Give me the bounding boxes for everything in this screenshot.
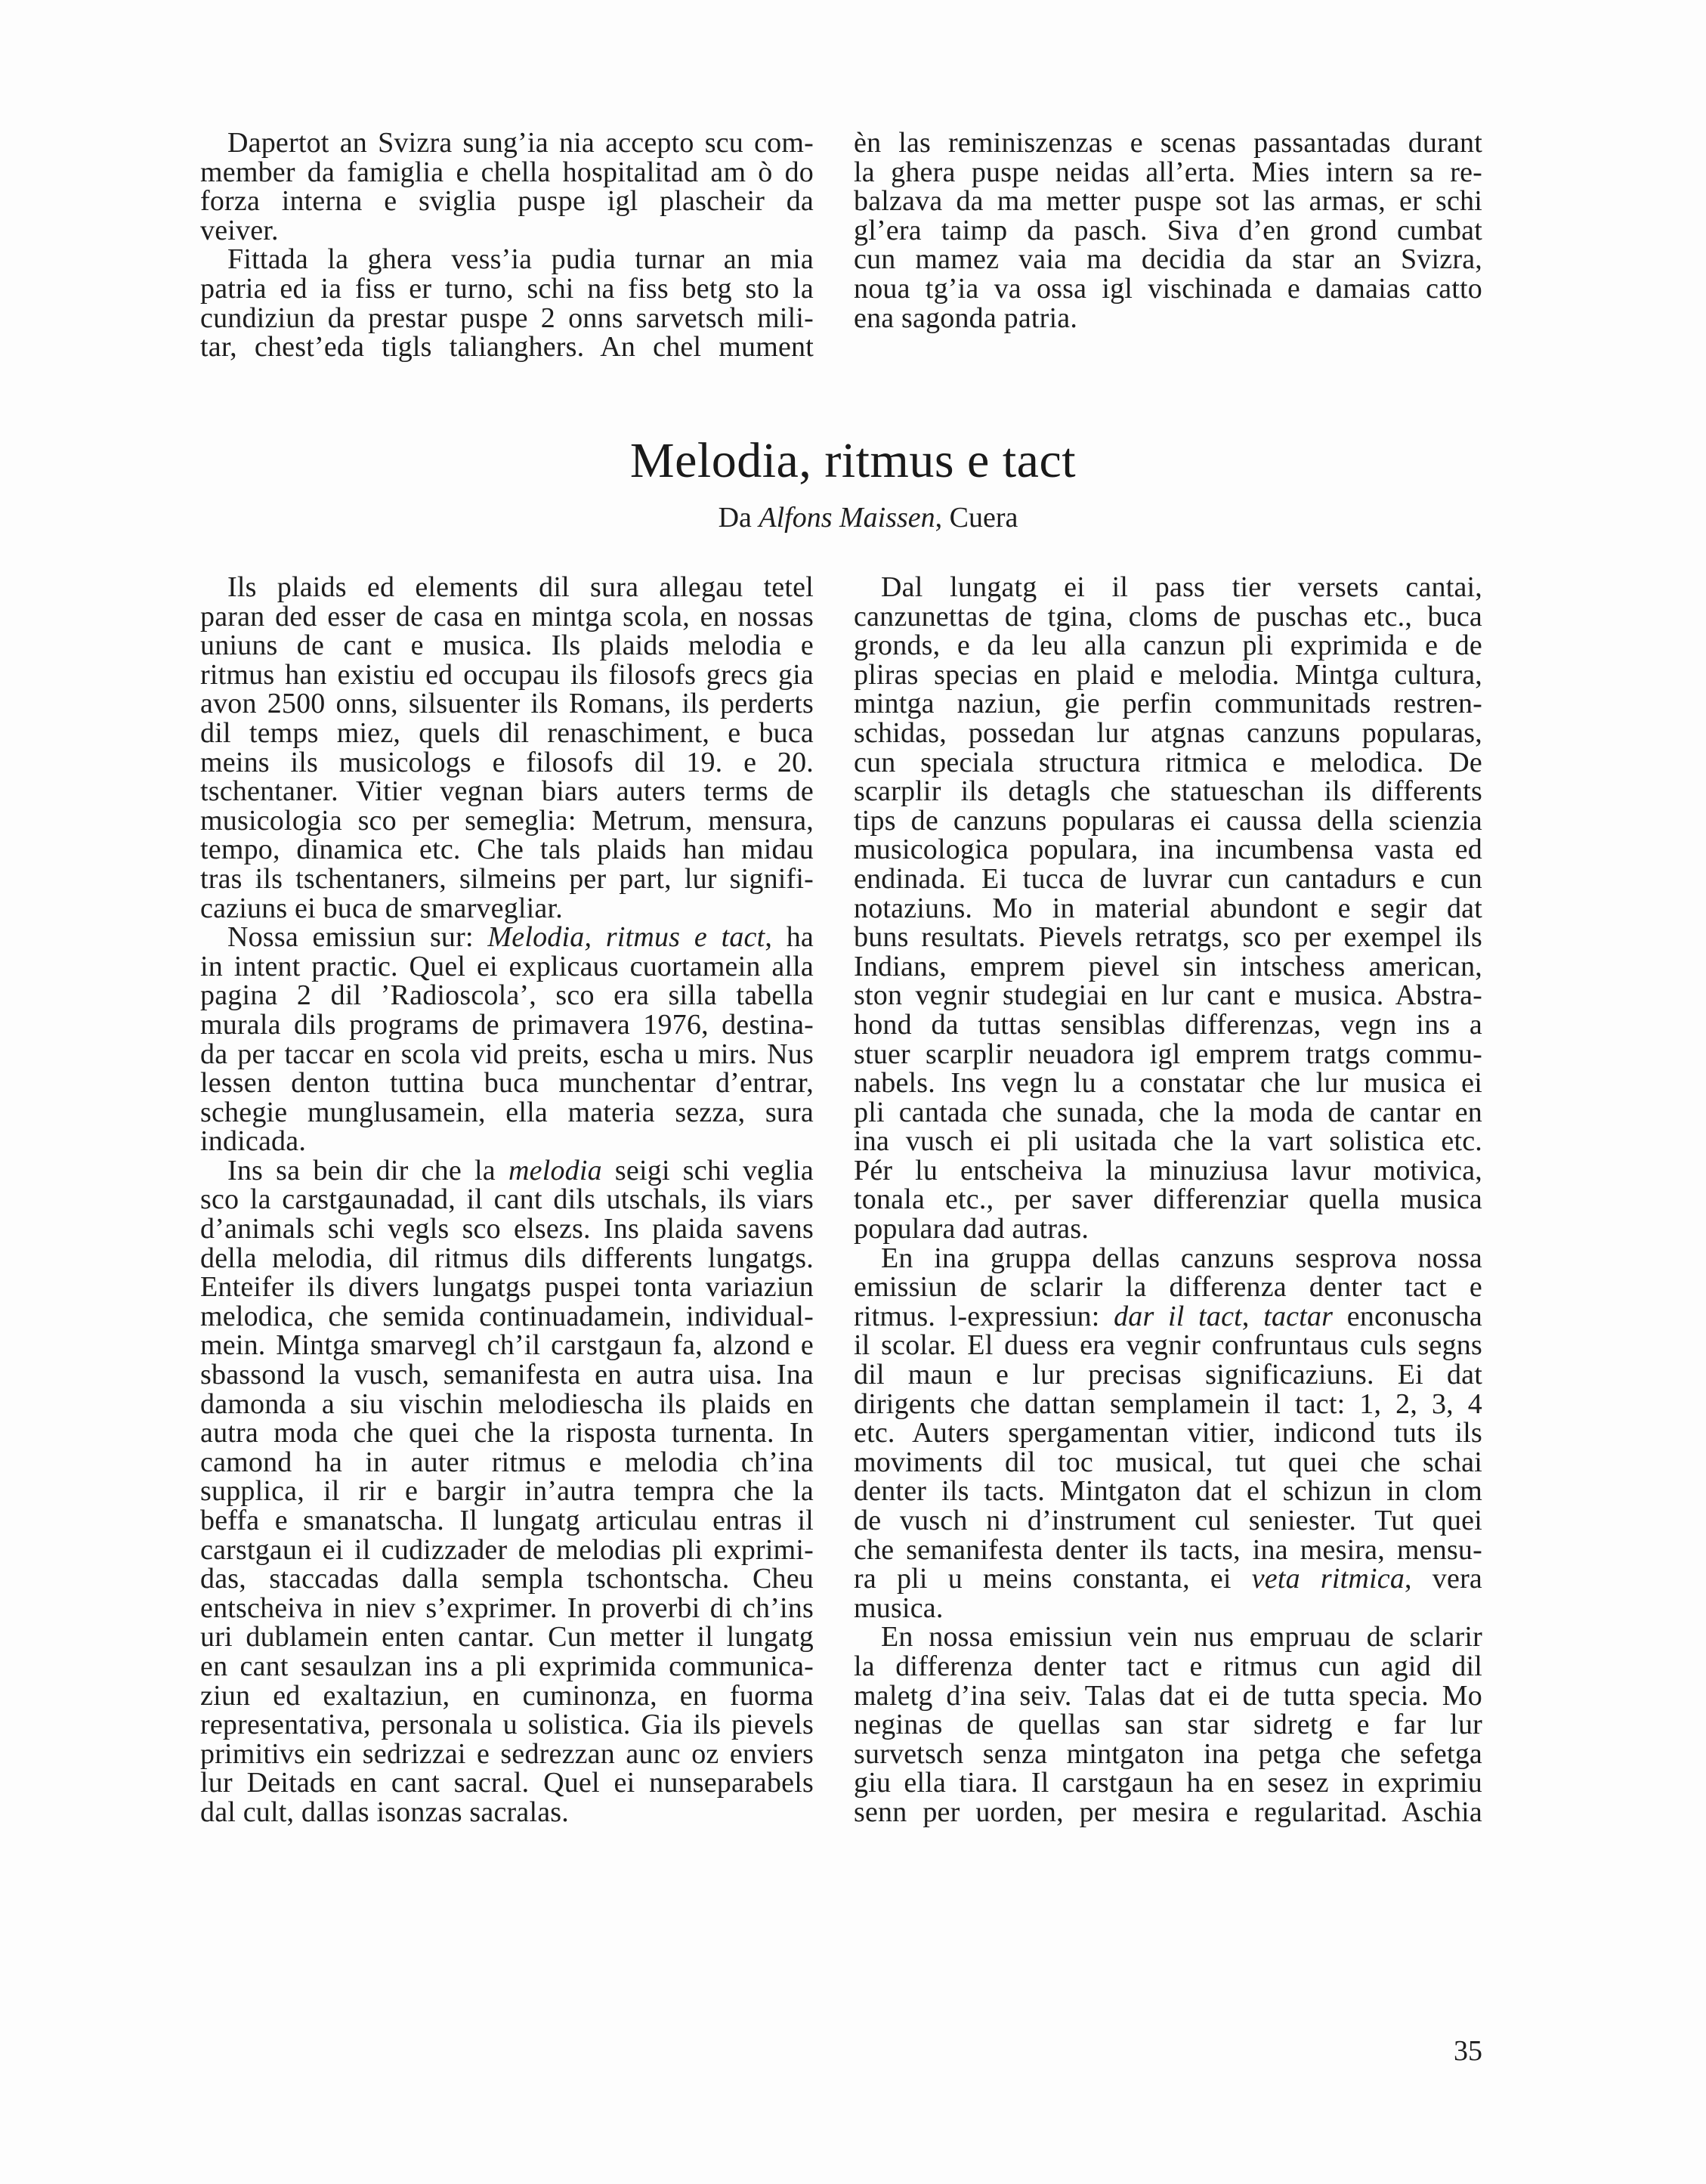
line-text: , ha bbox=[765, 921, 814, 954]
text-line bbox=[200, 923, 814, 952]
text-line: Ils plaids ed elements dil sura allegau tetel bbox=[227, 571, 814, 603]
text-line: cun speciala structura ritmica e melodica. De bbox=[854, 746, 1482, 778]
line-text: ra pli u meins constanta, ei bbox=[854, 1563, 1252, 1595]
byline-location: , Cuera bbox=[935, 502, 1018, 534]
line-text: seigi schi veglia bbox=[601, 1154, 814, 1186]
text-line: caziuns ei buca de smarvegliar. bbox=[200, 892, 563, 924]
text-line: damonda a siu vischin melodiescha ils plaids en bbox=[200, 1387, 814, 1420]
text-line: populara dad autras. bbox=[854, 1213, 1089, 1245]
text-line: mein. Mintga smarvegl ch’il carstgaun fa, alzond e bbox=[200, 1329, 814, 1362]
text-line: ziun ed exaltaziun, en cuminonza, en fuorma bbox=[200, 1679, 814, 1712]
text-line: survetsch senza mintgaton ina petga che sefetga bbox=[854, 1737, 1482, 1770]
text-line: Enteifer ils divers lungatgs puspei tonta variaziun bbox=[200, 1271, 814, 1304]
previous-article-right-column bbox=[854, 128, 1482, 333]
previous-article-left-column bbox=[200, 128, 814, 362]
text-line bbox=[854, 1564, 1482, 1594]
emphasis-text: melodia bbox=[508, 1154, 602, 1186]
text-line: la differenza denter tact e ritmus cun agid dil bbox=[854, 1650, 1482, 1682]
text-line: tips de canzuns popularas ei caussa della scienzia bbox=[854, 804, 1482, 837]
text-line: musica. bbox=[854, 1592, 944, 1624]
article-right-column bbox=[854, 573, 1482, 1827]
text-line: patria ed ia fiss er turno, schi na fiss betg sto la bbox=[200, 272, 814, 305]
text-line: das, staccadas dalla sempla tschontscha. Cheu bbox=[200, 1563, 814, 1595]
text-line: hond da tuttas sensiblas differenzas, vegn ins a bbox=[854, 1008, 1482, 1041]
text-line: primitivs ein sedrizzai e sedrezzan aunc oz enviers bbox=[200, 1737, 814, 1770]
text-line: uri dublamein enten cantar. Cun metter il lungatg bbox=[200, 1621, 814, 1653]
text-line bbox=[854, 1302, 1482, 1332]
byline-prefix: Da bbox=[718, 502, 752, 534]
text-line: scarplir ils detagls che statueschan ils differents bbox=[854, 775, 1482, 808]
text-line: veiver. bbox=[200, 214, 279, 246]
text-line: mintga naziun, gie perfin communitads restren- bbox=[854, 688, 1482, 720]
text-line: Dapertot an Svizra sung’ia nia accepto scu com- bbox=[227, 127, 814, 159]
text-line: pli cantada che sunada, che la moda de cantar en bbox=[854, 1096, 1482, 1128]
text-line: della melodia, dil ritmus dils differents lungatgs. bbox=[200, 1242, 814, 1274]
text-line: beffa e smanatscha. Il lungatg articulau entras il bbox=[200, 1505, 814, 1536]
line-text: enconuscha bbox=[1333, 1300, 1482, 1332]
text-line: denter ils tacts. Mintgaton dat el schizun in clom bbox=[854, 1475, 1482, 1508]
line-text: Nossa emissiun sur: bbox=[227, 921, 488, 954]
text-line: neginas de quellas san star sidretg e far lur bbox=[854, 1709, 1482, 1741]
text-line: sbassond la vusch, semanifesta en autra uisa. Ina bbox=[200, 1359, 814, 1391]
text-line: che semanifesta denter ils tacts, ina mesira, mensu- bbox=[854, 1533, 1482, 1566]
text-line: tras ils tschentaners, silmeins per part, lur signifi- bbox=[200, 862, 814, 895]
text-line: senn per uorden, per mesira e regularitad. Aschia bbox=[854, 1796, 1482, 1828]
text-line: forza interna e sviglia puspe igl plascheir da bbox=[200, 185, 814, 218]
text-line: representativa, personala u solistica. Gia ils pievels bbox=[200, 1709, 814, 1741]
text-line: camond ha in auter ritmus e melodia ch’ina bbox=[200, 1446, 814, 1478]
text-line: musicologia sco per semeglia: Metrum, mensura, bbox=[200, 804, 814, 837]
line-text: , bbox=[1241, 1300, 1264, 1332]
text-line: Fittada la ghera vess’ia pudia turnar an mia bbox=[227, 243, 814, 276]
article-title: Melodia, ritmus e tact bbox=[629, 433, 1077, 488]
emphasis-text: tactar bbox=[1263, 1300, 1334, 1332]
text-line: tar, chest’eda tigls talianghers. An chel mument bbox=[200, 331, 814, 363]
text-line: tonala etc., per saver differenziar quella musica bbox=[854, 1183, 1482, 1216]
page-number: 35 bbox=[1454, 2035, 1482, 2067]
text-line: member da famiglia e chella hospitalitad am ò do bbox=[200, 156, 814, 188]
line-text: Ins sa bein dir che la bbox=[227, 1154, 508, 1186]
text-line: stuer scarplir neuadora igl emprem tratgs commu- bbox=[854, 1038, 1482, 1070]
text-line: etc. Auters spergamentan vitier, indicond tuts ils bbox=[854, 1417, 1482, 1449]
text-line: moviments dil toc musical, tut quei che schai bbox=[854, 1446, 1482, 1478]
text-line: schegie munglusamein, ella materia sezza, sura bbox=[200, 1096, 814, 1128]
emphasis-text: Melodia, ritmus e tact bbox=[487, 921, 765, 954]
text-line: da per taccar en scola vid preits, escha u mirs. Nus bbox=[200, 1038, 814, 1070]
text-line: gl’era taimp da pasch. Siva d’en grond cumbat bbox=[854, 214, 1482, 246]
text-line: en cant sesaulzan ins a pli exprimida communica- bbox=[200, 1650, 814, 1682]
text-line: Indians, emprem pievel sin intschess american, bbox=[854, 950, 1482, 982]
text-line: Pér lu entscheiva la minuziusa lavur motivica, bbox=[854, 1154, 1482, 1186]
text-line: maletg d’ina seiv. Talas dat ei de tutta specia. Mo bbox=[854, 1679, 1482, 1712]
text-line: schidas, possedan lur atgnas canzuns popularas, bbox=[854, 716, 1482, 749]
line-text: ritmus. l-expressiun: bbox=[854, 1300, 1114, 1332]
text-line: dil maun e lur precisas significaziuns. Ei dat bbox=[854, 1359, 1482, 1391]
text-line: lessen denton tuttina buca munchentar d’entrar, bbox=[200, 1067, 814, 1100]
text-line: Dal lungatg ei il pass tier versets cantai, bbox=[881, 571, 1482, 603]
text-line: meins ils musicologs e filosofs dil 19. e 20. bbox=[200, 746, 814, 778]
text-line: sco la carstgaunadad, il cant dils utschals, ils viars bbox=[200, 1183, 814, 1216]
text-line: autra moda che quei che la risposta turnenta. In bbox=[200, 1417, 814, 1449]
emphasis-text: dar il tact bbox=[1114, 1300, 1242, 1332]
text-line: paran ded esser de casa en mintga scola, en nossas bbox=[200, 600, 814, 633]
text-line: d’animals schi vegls sco elsezs. Ins plaida savens bbox=[200, 1213, 814, 1245]
text-line: En nossa emissiun vein nus empruau de sclarir bbox=[881, 1621, 1482, 1653]
text-line: cundiziun da prestar puspe 2 onns sarvetsch mili- bbox=[200, 302, 814, 334]
text-line: supplica, il rir e bargir in’autra tempra che la bbox=[200, 1475, 814, 1508]
text-line: pagina 2 dil ’Radioscola’, sco era silla tabella bbox=[200, 979, 814, 1012]
text-line: tschentaner. Vitier vegnan biars auters terms de bbox=[200, 775, 814, 808]
text-line: la ghera puspe neidas all’erta. Mies intern sa re- bbox=[854, 156, 1482, 188]
text-line: tempo, dinamica etc. Che tals plaids han midau bbox=[200, 834, 814, 866]
text-line: ritmus han existiu ed occupau ils filosofs grecs gia bbox=[200, 658, 814, 691]
text-line: canzunettas de tgina, cloms de puschas etc., buca bbox=[854, 600, 1482, 633]
text-line: uniuns de cant e musica. Ils plaids melodia e bbox=[200, 630, 814, 662]
text-line: buns resultats. Pievels retratgs, sco per exempel ils bbox=[854, 921, 1482, 954]
text-line: carstgaun ei il cudizzader de melodias pli exprimi- bbox=[200, 1533, 814, 1566]
text-line: giu ella tiara. Il carstgaun ha en sesez in exprimiu bbox=[854, 1767, 1482, 1799]
text-line: èn las reminiszenzas e scenas passantadas durant bbox=[854, 127, 1482, 159]
text-line: lur Deitads en cant sacral. Quel ei nunseparabels bbox=[200, 1767, 814, 1799]
article-byline bbox=[0, 501, 1706, 534]
text-line: gronds, e da leu alla canzun pli exprimida e de bbox=[854, 630, 1482, 662]
text-line: dal cult, dallas isonzas sacralas. bbox=[200, 1796, 569, 1828]
emphasis-text: veta ritmica bbox=[1251, 1563, 1405, 1595]
text-line: musicologica populara, ina incumbensa vasta ed bbox=[854, 834, 1482, 866]
text-line: in intent practic. Quel ei explicaus cuortamein alla bbox=[200, 950, 814, 982]
text-line: endinada. Ei tucca de luvrar cun cantadurs e cun bbox=[854, 862, 1482, 895]
text-line: murala dils programs de primavera 1976, destina- bbox=[200, 1008, 814, 1041]
text-line: de vusch ni d’instrument cul seniester. Tut quei bbox=[854, 1505, 1482, 1536]
text-line: nabels. Ins vegn lu a constatar che lur musica ei bbox=[854, 1067, 1482, 1100]
text-line: noua tg’ia va ossa igl vischinada e damaias catto bbox=[854, 272, 1482, 305]
text-line: melodica, che semida continuadamein, individual- bbox=[200, 1300, 814, 1332]
text-line bbox=[200, 1156, 814, 1186]
article-left-column bbox=[200, 573, 814, 1827]
text-line: avon 2500 onns, silsuenter ils Romans, ils perderts bbox=[200, 688, 814, 720]
text-line: il scolar. El duess era vegnir confruntaus culs segns bbox=[854, 1329, 1482, 1362]
text-line: ina vusch ei pli usitada che la vart solistica etc. bbox=[854, 1125, 1482, 1158]
text-line: dirigents che dattan semplamein il tact: 1, 2, 3, 4 bbox=[854, 1387, 1482, 1420]
text-line: balzava da ma metter puspe sot las armas, er schi bbox=[854, 185, 1482, 218]
text-line: emissiun de sclarir la differenza denter tact e bbox=[854, 1271, 1482, 1304]
text-line: entscheiva in niev s’exprimer. In proverbi di ch’ins bbox=[200, 1592, 814, 1624]
text-line: cun mamez vaia ma decidia da star an Svizra, bbox=[854, 243, 1482, 276]
text-line: En ina gruppa dellas canzuns sesprova nossa bbox=[881, 1242, 1482, 1274]
text-line: dil temps miez, quels dil renaschiment, e buca bbox=[200, 716, 814, 749]
line-text: , vera bbox=[1405, 1563, 1482, 1595]
byline-author: Alfons Maissen bbox=[759, 502, 935, 534]
text-line: pliras specias en plaid e melodia. Mintga cultura, bbox=[854, 658, 1482, 691]
text-line: indicada. bbox=[200, 1125, 307, 1158]
text-line: ena sagonda patria. bbox=[854, 302, 1078, 334]
text-line: notaziuns. Mo in material abundont e segir dat bbox=[854, 892, 1482, 924]
text-line: ston vegnir studegiai en lur cant e musica. Abstra- bbox=[854, 979, 1482, 1012]
